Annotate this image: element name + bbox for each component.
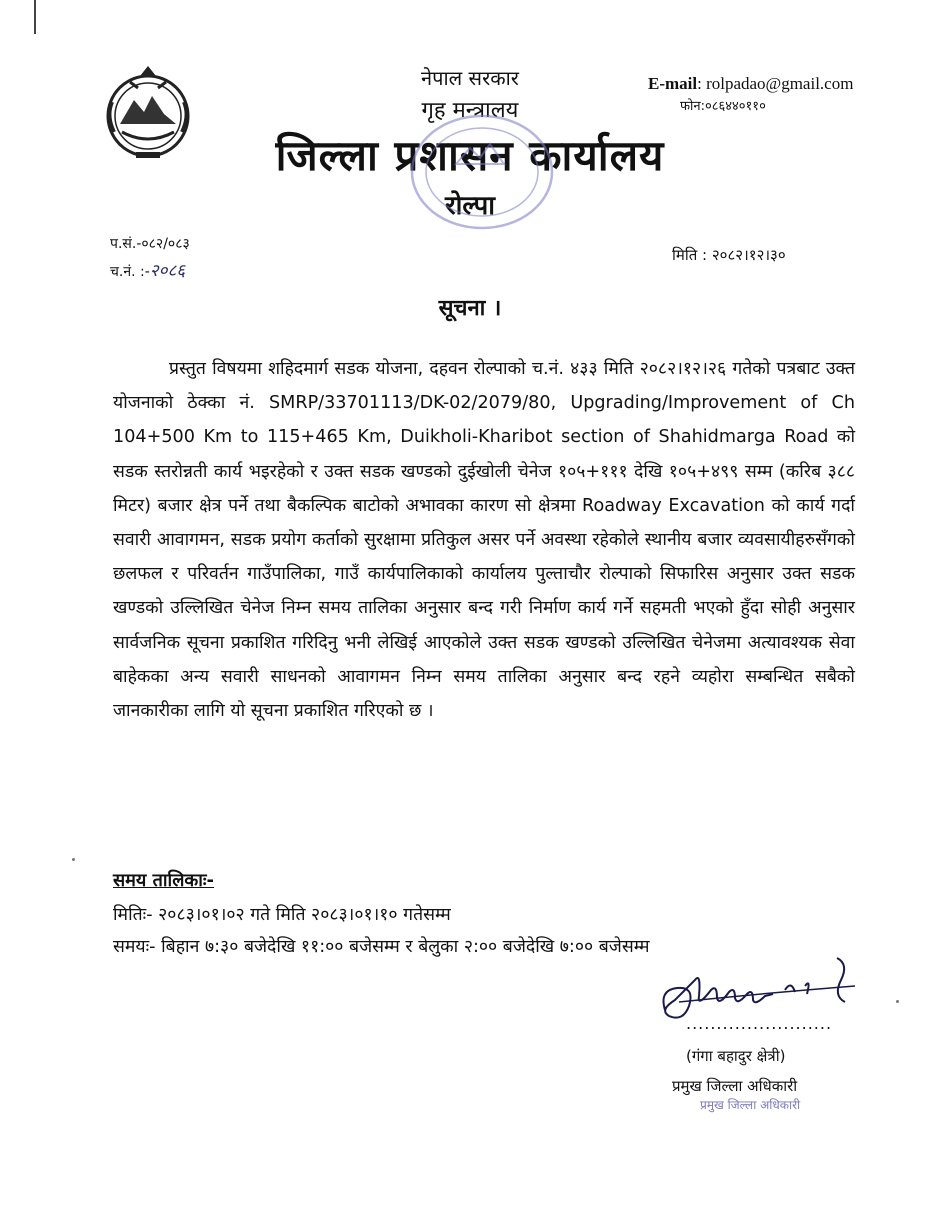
scan-speck bbox=[896, 1000, 899, 1003]
letter-date: मिति : २०८२।१२।३० bbox=[672, 246, 786, 264]
notice-subject: सूचना । bbox=[438, 296, 502, 321]
scan-artifact-line bbox=[34, 0, 36, 34]
scan-speck bbox=[72, 858, 75, 861]
contact-email bbox=[648, 74, 853, 94]
schedule-dates: मितिः- २०८३।०१।०२ गते मिति २०८३।०१।१० गतेसम्म bbox=[113, 905, 451, 925]
designation-stamp: प्रमुख जिल्ला अधिकारी bbox=[700, 1098, 801, 1112]
office-stamp-icon bbox=[402, 110, 562, 236]
district-name: रोल्पा bbox=[444, 191, 496, 221]
office-title: जिल्ला प्रशासन कार्यालय bbox=[275, 131, 665, 180]
notice-body bbox=[113, 352, 855, 728]
contact-phone: फोन:०८६४४०११० bbox=[680, 99, 766, 114]
schedule-title: समय तालिकाः- bbox=[113, 870, 215, 891]
schedule-times: समयः- बिहान ७:३० बजेदेखि ११:०० बजेसम्म र बेलुका २:०० बजेदेखि ७:०० बजेसम्म bbox=[113, 937, 650, 957]
ministry-heading: गृह मन्त्रालय bbox=[421, 98, 519, 123]
letter-number: प.सं.-०८२/०८३ bbox=[110, 236, 190, 252]
signature-line: ........................ bbox=[686, 1014, 833, 1033]
dispatch-number bbox=[110, 258, 185, 281]
government-heading: नेपाल सरकार bbox=[421, 66, 519, 90]
signatory-name: (गंगा बहादुर क्षेत्री) bbox=[686, 1047, 786, 1065]
email-label: E-mail bbox=[648, 74, 698, 93]
dispatch-prefix: च.नं. :- bbox=[110, 264, 150, 280]
dispatch-number-handwritten: २०८६ bbox=[149, 261, 186, 281]
signatory-title: प्रमुख जिल्ला अधिकारी bbox=[672, 1077, 798, 1095]
body-paragraph: प्रस्तुत विषयमा शहिदमार्ग सडक योजना, दहवन रोल्पाको च.नं. ४३३ मिति २०८२।१२।२६ गतेको पत्रबाट उक्त योजनाको ठेक्का नं. SMRP/33701113/DK-02/2079/80, Upgrading/Improvement of Ch 104+500 Km to 115+465 Km, Duikholi-Kharibot section of Shahidmarga Road को सडक स्तरोन्नती कार्य भइरहेको र उक्त सडक खण्डको दुईखोली चेनेज १०५+१११ देखि १०५+४९९ सम्म (करिब ३८८ मिटर) बजार क्षेत्र पर्ने तथा बैकल्पिक बाटोको अभावका कारण सो क्षेत्रमा Roadway Excavation को कार्य गर्दा सवारी आवागमन, सडक प्रयोग कर्ताको सुरक्षामा प्रतिकुल असर पर्ने अवस्था रहेकोले स्थानीय बजार व्यवसायीहरुसँगको छलफल र परिवर्तन गाउँपालिका, गाउँ कार्यपालिकाको कार्यालय पुल्ताचौर रोल्पाको सिफारिस अनुसार उक्त सडक खण्डको उल्लिखित चेनेज निम्न समय तालिका अनुसार बन्द गरी निर्माण कार्य गर्ने सहमती भएको हुँदा सोही अनुसार सार्वजनिक सूचना प्रकाशित गरिदिनु भनी लेखिई आएकोले उक्त सडक खण्डको उल्लिखित चेनेजमा अत्यावश्यक सेवा बाहेकका अन्य सवारी साधनको आवागमन निम्न समय तालिका अनुसार बन्द रहने व्यहोरा सम्बन्धित सबैको जानकारीका लागि यो सूचना प्रकाशित गरिएको छ । bbox=[113, 359, 855, 722]
email-value: : rolpadao@gmail.com bbox=[697, 74, 854, 93]
